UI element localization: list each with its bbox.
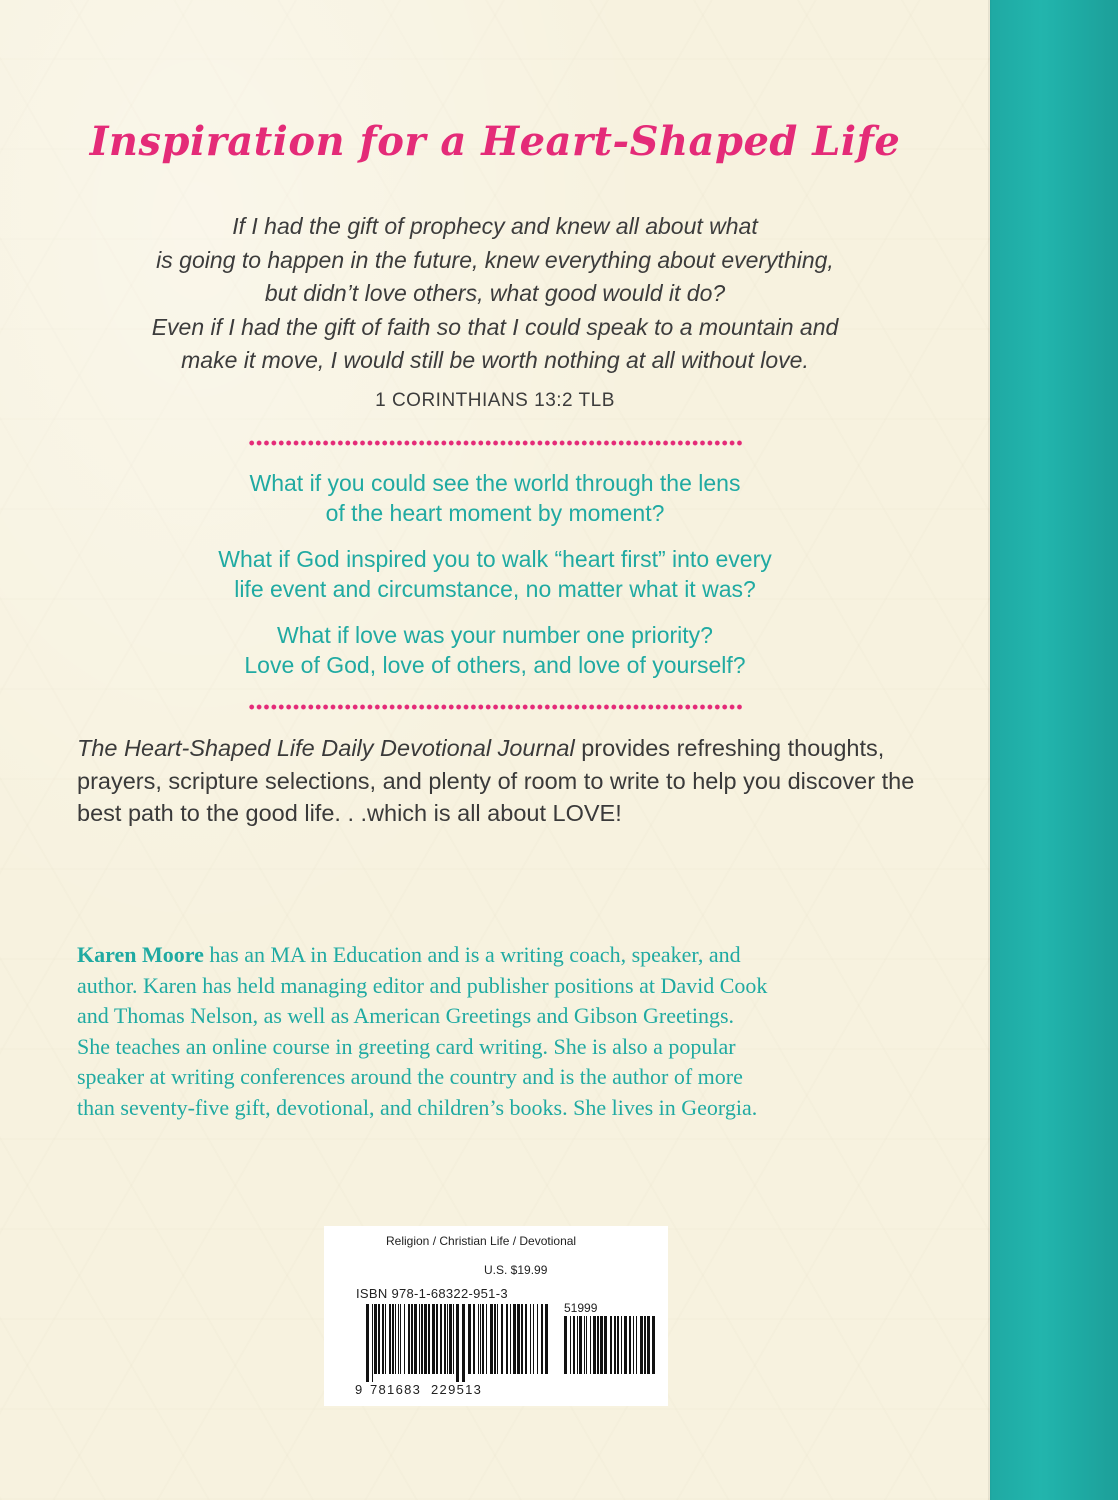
barcode-label <box>324 1226 668 1406</box>
barcode-bar <box>614 1316 616 1374</box>
barcode-bar <box>652 1316 655 1374</box>
barcode-bar <box>604 1316 607 1374</box>
barcode-bar <box>404 1304 405 1374</box>
question-line: What if God inspired you to walk “heart first” into every <box>218 546 772 572</box>
barcode-bar <box>374 1304 377 1374</box>
barcode-bar <box>573 1316 575 1374</box>
question-block <box>60 544 930 604</box>
question-line: of the heart moment by moment? <box>325 500 665 526</box>
book-category: Religion / Christian Life / Devotional <box>386 1234 577 1248</box>
barcode-bar <box>624 1316 627 1374</box>
barcode-bar <box>490 1304 493 1374</box>
barcode-bar <box>647 1316 650 1374</box>
verse-line: If I had the gift of prophecy and knew all about what <box>232 213 758 239</box>
barcode-bar <box>395 1304 396 1374</box>
barcode-bar <box>372 1304 373 1382</box>
barcode-bar <box>610 1316 612 1374</box>
dotted-divider-bottom <box>248 704 742 710</box>
barcode-bar <box>398 1304 399 1374</box>
barcode-bar <box>468 1304 471 1374</box>
barcode-bar <box>424 1304 427 1374</box>
bio-line: than seventy-five gift, devotional, and children’s books. She lives in Georgia. <box>77 1094 758 1120</box>
barcode-bar <box>513 1304 516 1374</box>
barcode-lead-digit: 9 <box>355 1382 363 1397</box>
barcode-bar <box>482 1304 484 1374</box>
barcode-bar <box>408 1304 410 1374</box>
barcode-bar <box>537 1304 538 1374</box>
barcode-bar <box>447 1304 448 1374</box>
barcode-digits: 781683 229513 <box>370 1382 483 1397</box>
barcode-bar <box>419 1304 420 1374</box>
scripture-quote <box>70 210 920 378</box>
barcode-bar <box>590 1316 591 1374</box>
barcode-bar <box>436 1304 438 1374</box>
scripture-reference: 1 CORINTHIANS 13:2 TLB <box>375 390 615 411</box>
barcode-bar <box>521 1304 523 1374</box>
bio-line: She teaches an online course in greeting card writing. She is also a popular <box>77 1033 736 1059</box>
question-block <box>60 620 930 680</box>
barcode-bar <box>636 1316 637 1374</box>
barcode-bar <box>586 1316 587 1374</box>
book-spine <box>990 0 1118 1500</box>
bio-text: has an MA in Education and is a writing coach, speaker, and <box>203 942 741 967</box>
spine-edge-shadow <box>988 0 992 1500</box>
barcode-bar <box>414 1304 417 1374</box>
barcode-bar <box>517 1304 520 1374</box>
barcode-bar <box>541 1304 543 1374</box>
barcode-bar <box>389 1304 391 1374</box>
question-line: life event and circumstance, no matter what it was? <box>234 576 756 602</box>
barcode-bar <box>584 1316 585 1374</box>
author-name: Karen Moore <box>77 942 204 967</box>
bio-line <box>77 940 927 971</box>
barcode-bar <box>564 1316 567 1374</box>
question-line: What if you could see the world through the lens <box>249 470 741 496</box>
barcode-bar <box>600 1316 603 1374</box>
barcode-bar <box>570 1316 571 1374</box>
barcode-bar <box>593 1316 596 1374</box>
description-text: provides refreshing thoughts, prayers, scripture selections, and plenty of room to write to help you discover the best path to the good life. . .which is all about LOVE! <box>77 735 915 826</box>
barcode-bar <box>378 1304 380 1374</box>
barcode-bar <box>577 1316 578 1374</box>
barcode-bar <box>545 1304 548 1374</box>
bio-line: speaker at writing conferences around the country and is the author of more <box>77 1064 743 1089</box>
verse-line: is going to happen in the future, knew everything about everything, <box>156 246 834 273</box>
book-description <box>77 732 917 830</box>
barcode-bar <box>497 1304 498 1374</box>
barcode-bar <box>480 1304 481 1374</box>
barcode-bar <box>640 1316 643 1374</box>
dotted-divider-top <box>248 440 742 446</box>
verse-line: but didn’t love others, what good would it do? <box>264 280 726 306</box>
barcode-bar <box>449 1304 452 1374</box>
barcode-bar <box>506 1304 508 1374</box>
barcode-bar <box>421 1304 423 1374</box>
barcode-bar <box>411 1304 413 1374</box>
barcode-bar <box>510 1304 511 1374</box>
headline: Inspiration for a Heart-Shaped Life <box>89 118 901 165</box>
isbn-number: ISBN 978-1-68322-951-3 <box>356 1286 508 1301</box>
barcode-bar <box>486 1304 487 1374</box>
bio-line: and Thomas Nelson, as well as American Greetings and Gibson Greetings. <box>77 1003 735 1028</box>
barcode-bar <box>432 1304 435 1374</box>
barcode-bar <box>456 1304 459 1382</box>
addon-barcode <box>564 1316 656 1394</box>
barcode-bar <box>629 1316 631 1374</box>
price-addon-code: 51999 <box>564 1301 598 1315</box>
question-line: Love of God, love of others, and love of yourself? <box>244 652 746 678</box>
book-title: The Heart-Shaped Life Daily Devotional Journal <box>77 735 575 761</box>
barcode-bar <box>444 1304 446 1374</box>
barcode-bar <box>428 1304 430 1374</box>
author-bio <box>77 940 927 1123</box>
barcode-bar <box>478 1304 479 1374</box>
verse-line: make it move, I would still be worth nothing at all without love. <box>181 347 809 373</box>
barcode-bar <box>644 1316 646 1374</box>
verse-line: Even if I had the gift of faith so that I could speak to a mountain and <box>151 313 839 340</box>
barcode-bar <box>494 1304 496 1374</box>
barcode-bar <box>533 1304 534 1374</box>
barcode-bar <box>530 1304 531 1374</box>
isbn-barcode <box>366 1304 548 1382</box>
barcode-bar <box>617 1316 619 1374</box>
barcode-bar <box>382 1304 384 1374</box>
barcode-bar <box>525 1304 527 1374</box>
bio-line: author. Karen has held managing editor and publisher positions at David Cook <box>77 972 768 998</box>
barcode-bar <box>597 1316 599 1374</box>
barcode-bar <box>453 1304 454 1374</box>
book-price: U.S. $19.99 <box>484 1263 548 1277</box>
question-line: What if love was your number one priority? <box>277 622 713 648</box>
barcode-bar <box>366 1304 369 1382</box>
barcode-bar <box>473 1304 475 1374</box>
barcode-bar <box>621 1316 622 1374</box>
barcode-bar <box>392 1304 394 1374</box>
barcode-bar <box>400 1304 401 1374</box>
barcode-bar <box>633 1316 634 1374</box>
barcode-bar <box>440 1304 442 1374</box>
barcode-bar <box>501 1304 503 1374</box>
barcode-bar <box>579 1316 582 1374</box>
question-block <box>60 468 930 528</box>
barcode-bar <box>385 1304 386 1374</box>
barcode-bar <box>462 1304 465 1382</box>
